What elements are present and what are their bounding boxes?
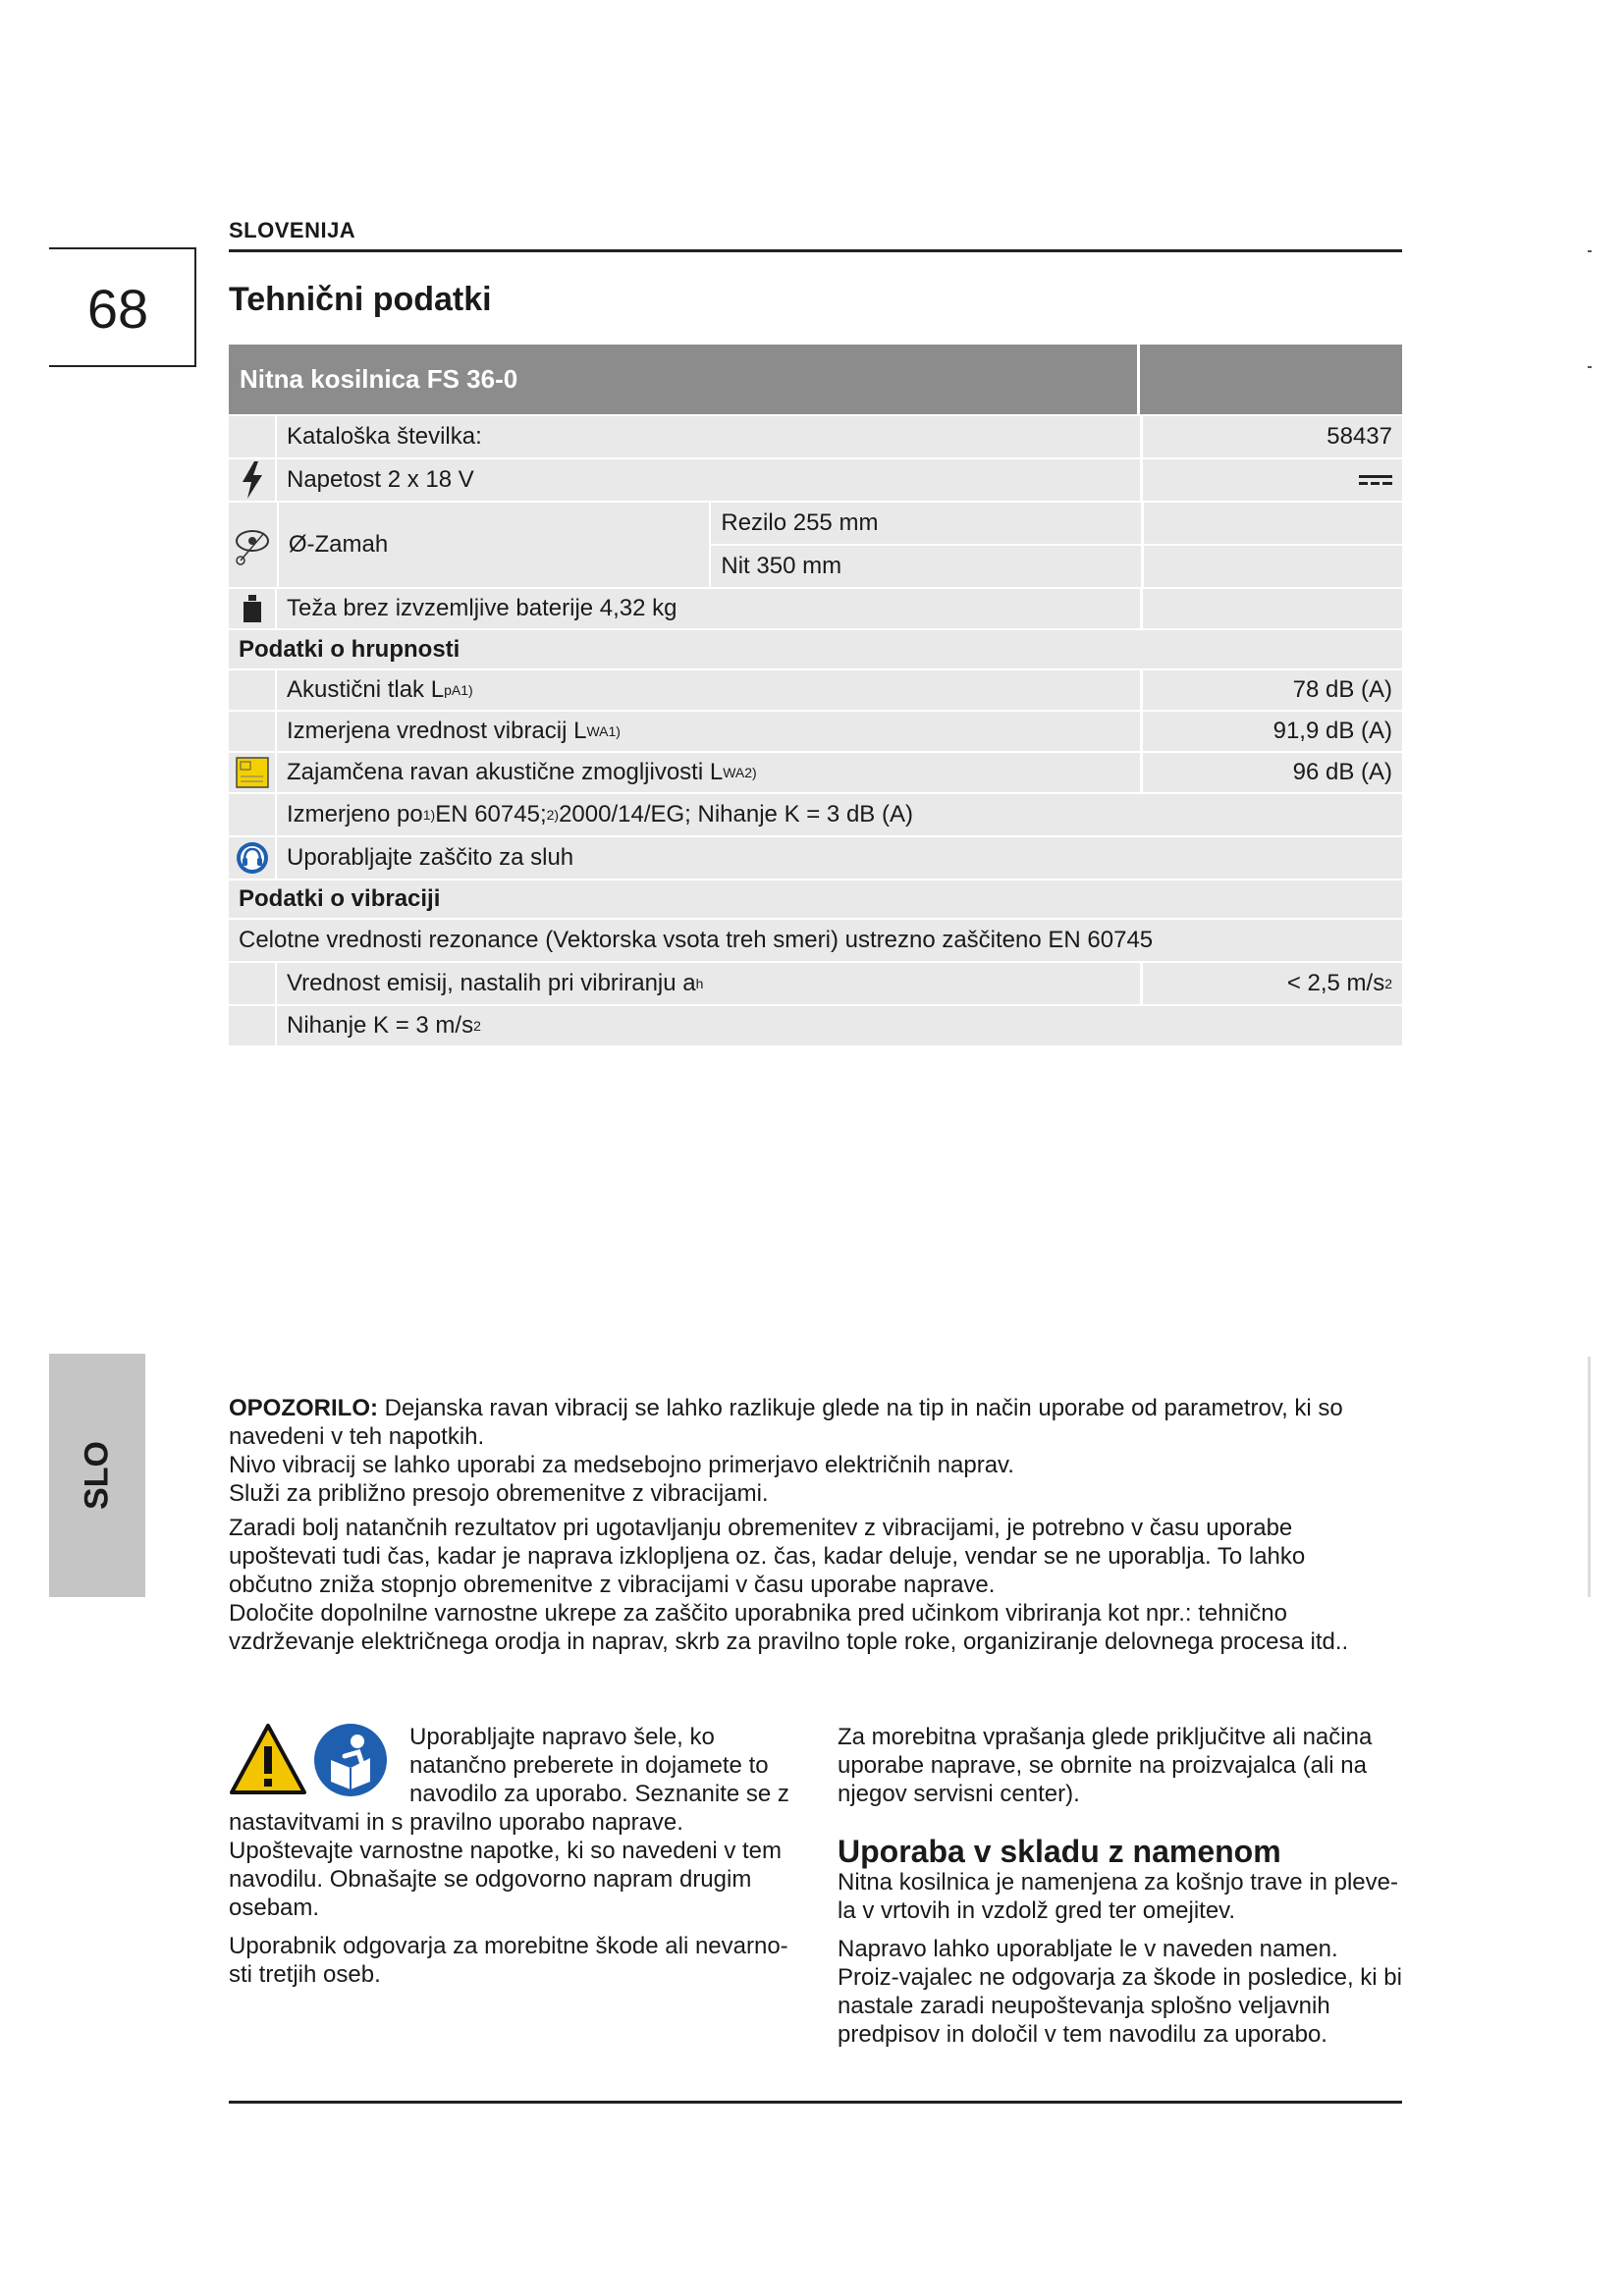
edge-mark: [1588, 366, 1592, 368]
noise-pressure-value: 78 dB (A): [1140, 670, 1402, 710]
table-row: Vrednost emisij, nastalih pri vibriranju a h < 2,5 m/s 2: [229, 963, 1402, 1006]
table-row: [229, 837, 1402, 881]
top-rule: [229, 249, 1402, 252]
page-number: 68: [86, 278, 149, 340]
table-row: [229, 881, 1402, 920]
spec-table: [229, 345, 1402, 1047]
bottom-rule: [229, 2101, 1402, 2104]
table-row: [229, 794, 1402, 837]
warning-lead: OPOZORILO:: [229, 1395, 378, 1421]
table-row: Izmerjena vrednost vibracij L WA 1) 91,9 dB (A): [229, 712, 1402, 753]
catalog-value: 58437: [1140, 416, 1402, 457]
guaranteed-level-value: 96 dB (A): [1140, 753, 1402, 792]
intended-use-heading: Uporaba v skladu z namenom: [838, 1834, 1281, 1869]
edge-mark: [1588, 250, 1592, 252]
table-row: [229, 459, 1402, 503]
hearing-protection-label: Uporabljajte zaščito za sluh: [277, 837, 1402, 879]
country-label: SLOVENIJA: [229, 218, 356, 242]
lightning-icon: [229, 459, 277, 501]
dc-symbol-icon: [1140, 459, 1402, 501]
spec-table-header: [229, 345, 1402, 416]
language-side-tab: SLO: [49, 1354, 145, 1597]
uncertainty-label: Nihanje K = 3 m/s: [287, 1012, 474, 1039]
table-row: Zajamčena ravan akustične zmogljivosti L WA 2) 96 dB (A): [229, 753, 1402, 794]
blade-label: Rezilo 255 mm: [711, 503, 1141, 546]
intended-use-text: Nitna kosilnica je namenjena za košnjo trave in pleve-la v vrtovih in vzdolž gred ter omejitev.: [838, 1869, 1398, 1924]
swath-group: [229, 503, 1402, 589]
catalog-label: Kataloška številka:: [277, 416, 1140, 457]
weight-icon: [229, 589, 277, 628]
noise-heading: Podatki o hrupnosti: [229, 630, 1402, 668]
vibration-heading: Podatki o vibraciji: [229, 881, 1402, 918]
table-row: [229, 416, 1402, 459]
read-manual-text: Uporabljajte napravo šele, ko natančno preberete in dojamete to navodilo za uporabo. Seznanite se z nastavitvami in s pravilno uporabo naprave. Upoštevajte varnostne napotke, ki so navedeni v tem navodilu. Obnašajte se odgovorno napram drugim osebam.: [229, 1724, 789, 1921]
measured-by-label: Izmerjeno po 1) EN 60745; 2) 2000/14/EG; Nihanje K = 3 dB (A): [277, 794, 1402, 835]
voltage-label: Napetost 2 x 18 V: [277, 459, 1140, 501]
read-manual-icon: [313, 1723, 388, 1803]
total-values-text: Celotne vrednosti rezonance (Vektorska vsota treh smeri) ustrezno zaščiteno EN 60745: [229, 920, 1402, 961]
guaranteed-level-label: Zajamčena ravan akustične zmogljivosti L: [287, 759, 724, 785]
liability-text: Uporabnik odgovarja za morebitne škode ali nevarno-sti tretjih oseb.: [229, 1933, 788, 1988]
ear-protection-icon: [229, 837, 277, 879]
emission-value: < 2,5 m/s: [1286, 970, 1385, 996]
weight-label: Teža brez izvzemljive baterije 4,32 kg: [277, 589, 1140, 628]
intended-use-limits-text: Napravo lahko uporabljate le v naveden namen. Proiz-vajalec ne odgovarja za škode in posledice, ki bi nastale zaradi neupoštevanja splošno veljavnih predpisov in določil v tem navodilu za uporabo.: [838, 1936, 1402, 2048]
edge-mark: [1588, 1357, 1591, 1597]
emission-label: Vrednost emisij, nastalih pri vibriranju a: [287, 970, 696, 996]
instructions-column: [229, 1723, 803, 1999]
page-title: Tehnični podatki: [229, 281, 492, 318]
product-name: Nitna kosilnica FS 36-0: [229, 345, 1140, 414]
table-row: [229, 630, 1402, 670]
table-row: [229, 920, 1402, 963]
measured-vibration-label: Izmerjena vrednost vibracij L: [287, 718, 587, 744]
noise-pressure-label: Akustični tlak L: [287, 676, 445, 703]
cutting-width-icon: [229, 503, 279, 587]
swath-label: Ø-Zamah: [279, 503, 710, 587]
table-row: Nihanje K = 3 m/s 2: [229, 1006, 1402, 1047]
contact-text: Za morebitna vprašanja glede priključitve ali načina uporabe naprave, se obrnite na proizvajalca (ali na njegov servisni center).: [838, 1724, 1373, 1807]
table-row: Akustični tlak L pA 1) 78 dB (A): [229, 670, 1402, 712]
table-row: [229, 589, 1402, 630]
vibration-warning: OPOZORILO: Dejanska ravan vibracij se lahko razlikuje glede na tip in način uporabe od parametrov, ki so navedeni v teh napotkih. Nivo vibracij se lahko uporabi za medsebojno primerjavo električnih naprav. Služi za približno presojo obremenitve z vibracijami. Zaradi bolj natančnih rezultatov pri ugotavljanju obremenitev z vibracijami, je potrebno v času uporabe upoštevati tudi čas, kadar je naprava izklopljena oz. čas, kadar deluje, vendar se ne uporablja. To lahko občutno zniža stopnjo obremenitve z vibracijami v času uporabe naprave. Določite dopolnilne varnostne ukrepe za zaščito uporabnika pred učinkom vibriranja kot npr.: tehnično vzdrževanje električnega orodja in naprav, skrb za pravilno tople roke, organiziranje delovnega procesa itd..: [229, 1395, 1349, 1655]
usage-column: [838, 1723, 1402, 2058]
measured-vibration-value: 91,9 dB (A): [1140, 712, 1402, 751]
noise-label-icon: [229, 753, 277, 792]
line-label: Nit 350 mm: [711, 546, 1141, 587]
warning-triangle-icon: [229, 1723, 307, 1803]
